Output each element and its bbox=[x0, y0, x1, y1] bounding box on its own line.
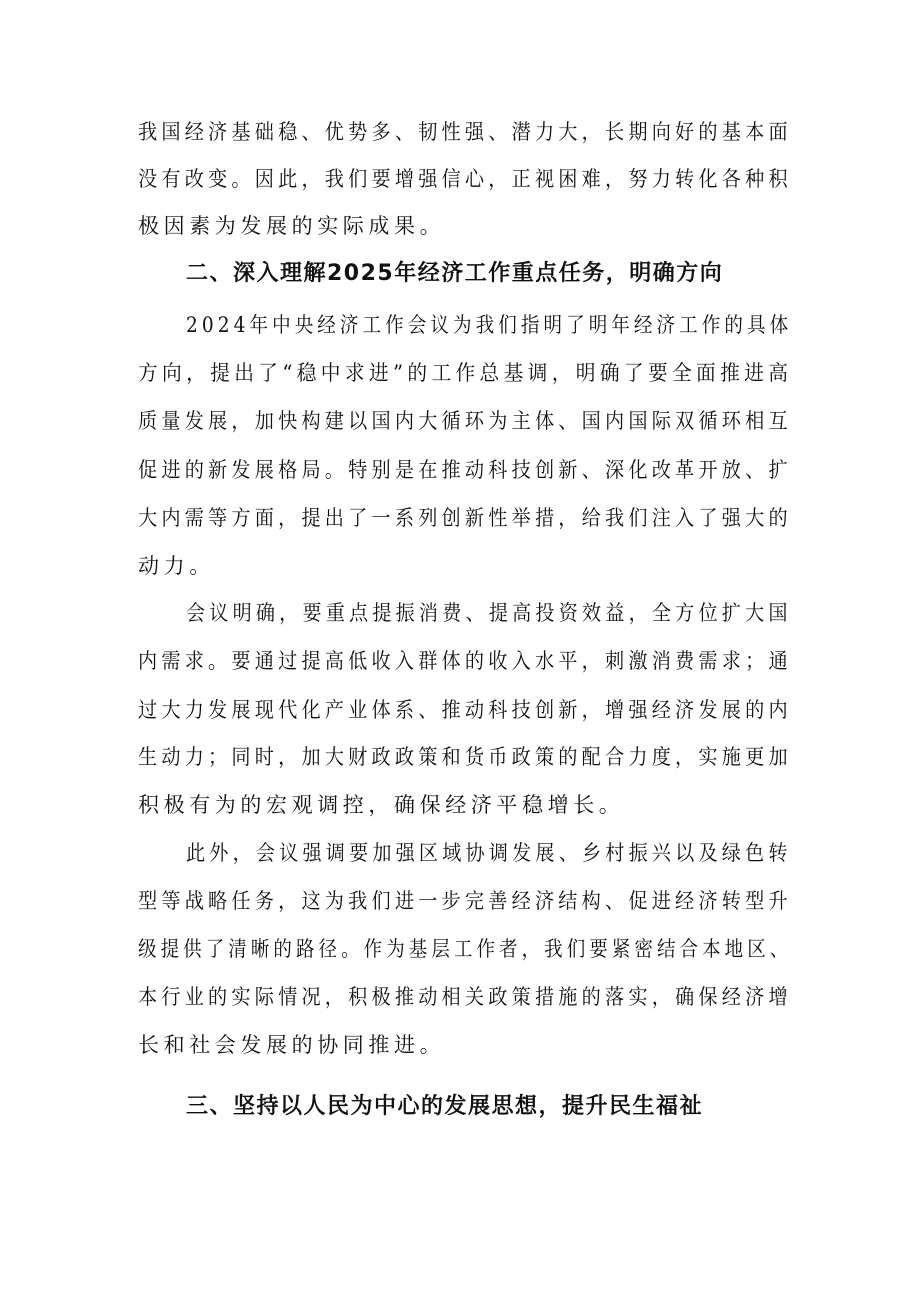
paragraph-line: 我国经济基础稳、优势多、韧性强、潜力大，长期向好的基本面 bbox=[138, 120, 792, 144]
paragraph-line: 2024年中央经济工作会议为我们指明了明年经济工作的具体 bbox=[186, 313, 793, 337]
paragraph-line: 质量发展，加快构建以国内大循环为主体、国内国际双循环相互 bbox=[138, 409, 792, 433]
paragraph-line: 本行业的实际情况，积极推动相关政策措施的落实，确保经济增 bbox=[138, 985, 792, 1009]
paragraph-line: 积极有为的宏观调控，确保经济平稳增长。 bbox=[138, 793, 625, 817]
paragraph-line: 极因素为发展的实际成果。 bbox=[138, 214, 446, 238]
paragraph-line: 生动力；同时，加大财政政策和货币政策的配合力度，实施更加 bbox=[138, 745, 792, 769]
section-heading-2: 二、深入理解2025年经济工作重点任务，明确方向 bbox=[186, 261, 724, 286]
paragraph-line: 型等战略任务，这为我们进一步完善经济结构、促进经济转型升 bbox=[138, 889, 792, 913]
paragraph-line: 大内需等方面，提出了一系列创新性举措，给我们注入了强大的 bbox=[138, 506, 792, 530]
paragraph-line: 此外，会议强调要加强区域协调发展、乡村振兴以及绿色转 bbox=[186, 841, 792, 865]
paragraph-line: 长和社会发展的协同推进。 bbox=[138, 1033, 446, 1057]
paragraph-line: 促进的新发展格局。特别是在推动科技创新、深化改革开放、扩 bbox=[138, 458, 792, 482]
paragraph-line: 过大力发展现代化产业体系、推动科技创新，增强经济发展的内 bbox=[138, 698, 792, 722]
paragraph-line: 方向，提出了“稳中求进”的工作总基调，明确了要全面推进高 bbox=[138, 361, 793, 385]
section-heading-3: 三、坚持以人民为中心的发展思想，提升民生福祉 bbox=[186, 1094, 704, 1119]
paragraph-line: 级提供了清晰的路径。作为基层工作者，我们要紧密结合本地区、 bbox=[138, 937, 793, 961]
paragraph-line: 内需求。要通过提高低收入群体的收入水平，刺激消费需求；通 bbox=[138, 649, 792, 673]
paragraph-line: 没有改变。因此，我们要增强信心，正视困难，努力转化各种积 bbox=[138, 167, 792, 191]
paragraph-line: 会议明确，要重点提振消费、提高投资效益，全方位扩大国 bbox=[186, 601, 792, 625]
paragraph-line: 动力。 bbox=[138, 554, 215, 578]
